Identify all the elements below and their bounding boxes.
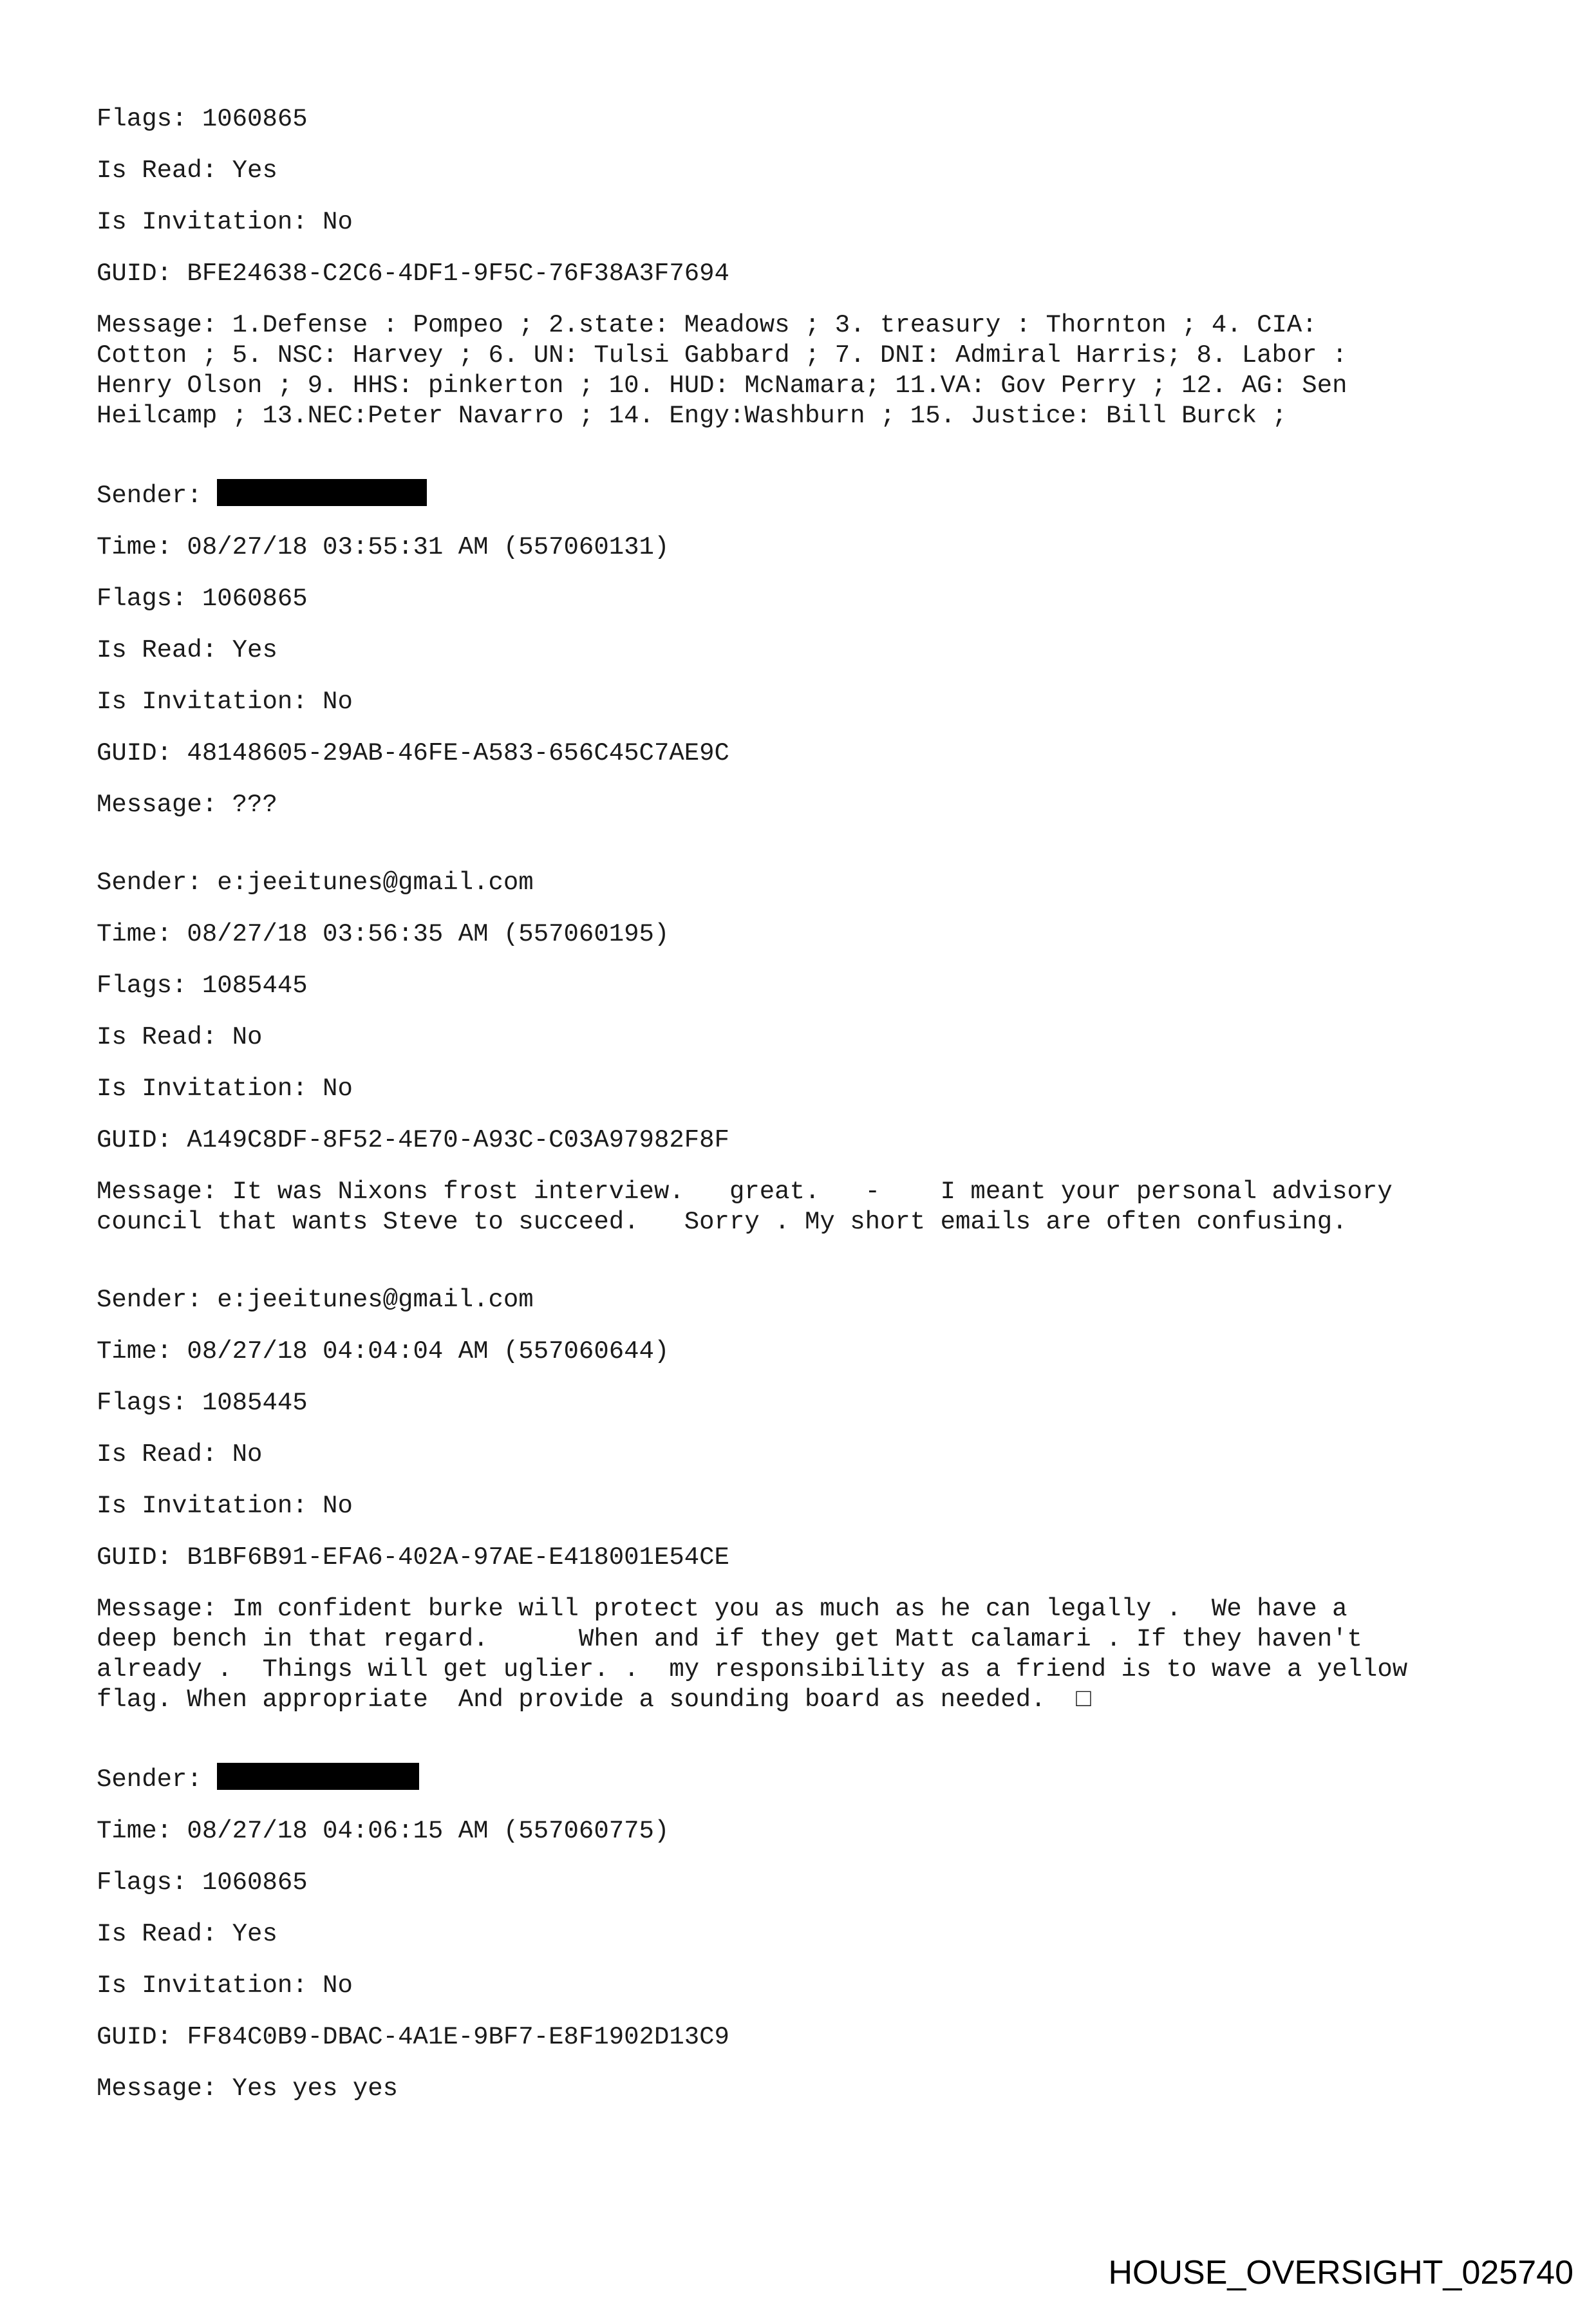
guid-field: GUID: 48148605-29AB-46FE-A583-656C45C7AE9C [97, 739, 729, 767]
flags-field: Flags: 1085445 [97, 972, 308, 1000]
guid-field: GUID: FF84C0B9-DBAC-4A1E-9BF7-E8F1902D13C9 [97, 2023, 729, 2051]
message-line: Cotton ; 5. NSC: Harvey ; 6. UN: Tulsi Gabbard ; 7. DNI: Admiral Harris; 8. Labor : [97, 341, 1347, 370]
message-line: deep bench in that regard. When and if they get Matt calamari . If they haven't [97, 1625, 1362, 1653]
sender-field [97, 479, 1513, 511]
time-field: Time: 08/27/18 04:04:04 AM (557060644) [97, 1337, 670, 1366]
sender-label: Sender: [97, 1765, 202, 1794]
guid-field: GUID: B1BF6B91-EFA6-402A-97AE-E418001E54CE [97, 1543, 729, 1572]
guid-field: GUID: A149C8DF-8F52-4E70-A93C-C03A97982F8F [97, 1126, 729, 1154]
is-read-field: Is Read: No [97, 1023, 263, 1051]
sender-field: Sender: e:jeeitunes@gmail.com [97, 869, 534, 897]
redaction-bar [217, 1763, 419, 1790]
message-line: council that wants Steve to succeed. Sorry . My short emails are often confusing. [97, 1208, 1347, 1236]
flags-field: Flags: 1085445 [97, 1389, 308, 1417]
document-body [97, 104, 1513, 2104]
message-record [97, 104, 1513, 431]
flags-field: Flags: 1060865 [97, 1868, 308, 1897]
is-read-field: Is Read: Yes [97, 1920, 277, 1948]
sender-field [97, 1763, 1513, 1795]
is-read-field: Is Read: Yes [97, 156, 277, 185]
message-line: Message: 1.Defense : Pompeo ; 2.state: Meadows ; 3. treasury : Thornton ; 4. CIA: [97, 311, 1317, 339]
is-invitation-field: Is Invitation: No [97, 688, 353, 716]
flags-field: Flags: 1060865 [97, 585, 308, 613]
message-field [97, 790, 1513, 820]
message-line: already . Things will get uglier. . my responsibility as a friend is to wave a yellow [97, 1655, 1408, 1684]
is-invitation-field: Is Invitation: No [97, 1075, 353, 1103]
message-line: Message: ??? [97, 791, 277, 819]
message-record [97, 1285, 1513, 1715]
message-field [97, 2074, 1513, 2104]
is-read-field: Is Read: No [97, 1440, 263, 1469]
message-record [97, 479, 1513, 820]
sender-field: Sender: e:jeeitunes@gmail.com [97, 1286, 534, 1314]
message-record [97, 1763, 1513, 2104]
message-field [97, 1177, 1513, 1237]
time-field: Time: 08/27/18 04:06:15 AM (557060775) [97, 1817, 670, 1845]
guid-field: GUID: BFE24638-C2C6-4DF1-9F5C-76F38A3F7694 [97, 259, 729, 288]
time-field: Time: 08/27/18 03:55:31 AM (557060131) [97, 533, 670, 561]
message-line: Message: Yes yes yes [97, 2074, 399, 2103]
redaction-bar [217, 479, 427, 506]
flags-field: Flags: 1060865 [97, 105, 308, 133]
message-line: Heilcamp ; 13.NEC:Peter Navarro ; 14. Engy:Washburn ; 15. Justice: Bill Burck ; [97, 402, 1287, 430]
is-invitation-field: Is Invitation: No [97, 1971, 353, 2000]
message-line: flag. When appropriate And provide a sounding board as needed. □ [97, 1686, 1091, 1714]
message-line: Henry Olson ; 9. HHS: pinkerton ; 10. HUD: McNamara; 11.VA: Gov Perry ; 12. AG: Sen [97, 371, 1347, 400]
message-line: Message: It was Nixons frost interview. great. - I meant your personal advisory [97, 1178, 1393, 1206]
is-invitation-field: Is Invitation: No [97, 208, 353, 236]
is-read-field: Is Read: Yes [97, 636, 277, 664]
sender-label: Sender: [97, 482, 202, 510]
bates-number: HOUSE_OVERSIGHT_025740 [1108, 2254, 1573, 2291]
time-field: Time: 08/27/18 03:56:35 AM (557060195) [97, 920, 670, 948]
is-invitation-field: Is Invitation: No [97, 1492, 353, 1520]
message-field [97, 1594, 1513, 1715]
message-field [97, 310, 1513, 431]
message-record [97, 868, 1513, 1237]
message-line: Message: Im confident burke will protect you as much as he can legally . We have a [97, 1595, 1347, 1623]
